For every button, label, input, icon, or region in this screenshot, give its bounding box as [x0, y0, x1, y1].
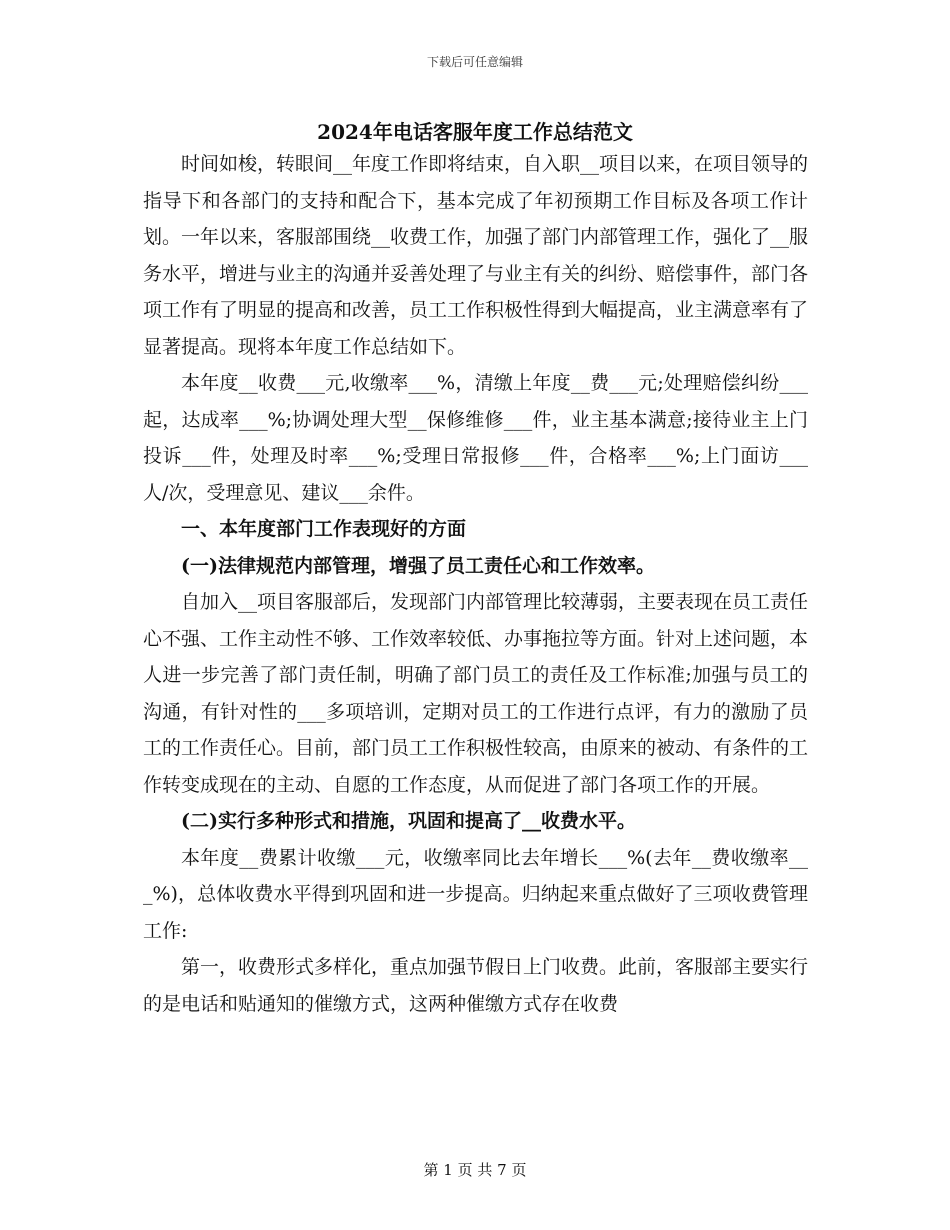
subsection-heading-1: (一)法律规范内部管理，增强了员工责任心和工作效率。 [181, 554, 655, 577]
intro-paragraph: 时间如梭，转眼间__年度工作即将结束，自入职__项目以来，在项目领导的指导下和各部门的支持和配合下，基本完成了年初预期工作目标及各项工作计划。一年以来，客服部围绕__收费工作，加强了部门内部管理工作，强化了__服务水平，增进与业主的沟通并妥善处理了与业主有关的纠纷、赔偿事件，部门各项工作有了明显的提高和改善，员工工作积极性得到大幅提高，业主满意率有了显著提高。现将本年度工作总结如下。 [143, 153, 809, 358]
subsection-2-paragraph-2: 第一，收费形式多样化，重点加强节假日上门收费。此前，客服部主要实行的是电话和贴通知的催缴方式，这两种催缴方式存在收费 [143, 956, 809, 1015]
document-body [143, 146, 808, 1022]
subsection-2-paragraph: 本年度__费累计收缴___元，收缴率同比去年增长___%(去年__费收缴率___%)，总体收费水平得到巩固和进一步提高。归纳起来重点做好了三项收费管理工作: [143, 846, 808, 942]
subsection-1-paragraph: 自加入__项目客服部后，发现部门内部管理比较薄弱，主要表现在员工责任心不强、工作主动性不够、工作效率较低、办事拖拉等方面。针对上述问题，本人进一步完善了部门责任制，明确了部门员工的责任及工作标准;加强与员工的沟通，有针对性的___多项培训，定期对员工的工作进行点评，有力的激励了员工的工作责任心。目前，部门员工工作积极性较高，由原来的被动、有条件的工作转变成现在的主动、自愿的工作态度，从而促进了部门各项工作的开展。 [143, 591, 809, 796]
statistics-paragraph: 本年度__收费___元,收缴率___%，清缴上年度__费___元;处理赔偿纠纷___起，达成率___%;协调处理大型__保修维修___件，业主基本满意;接待业主上门投诉___件，处理及时率___%;受理日常报修___件，合格率___%;上门面访___人/次，受理意见、建议___余件。 [143, 372, 808, 504]
document-title: 2024年电话客服年度工作总结范文 [317, 120, 633, 144]
page-header: 下载后可任意编辑 [426, 55, 523, 69]
section-heading-1: 一、本年度部门工作表现好的方面 [181, 518, 467, 540]
subsection-heading-2: (二)实行多种形式和措施，巩固和提高了__收费水平。 [181, 810, 636, 832]
page-number: 第 1 页 共 7 页 [423, 1161, 527, 1179]
